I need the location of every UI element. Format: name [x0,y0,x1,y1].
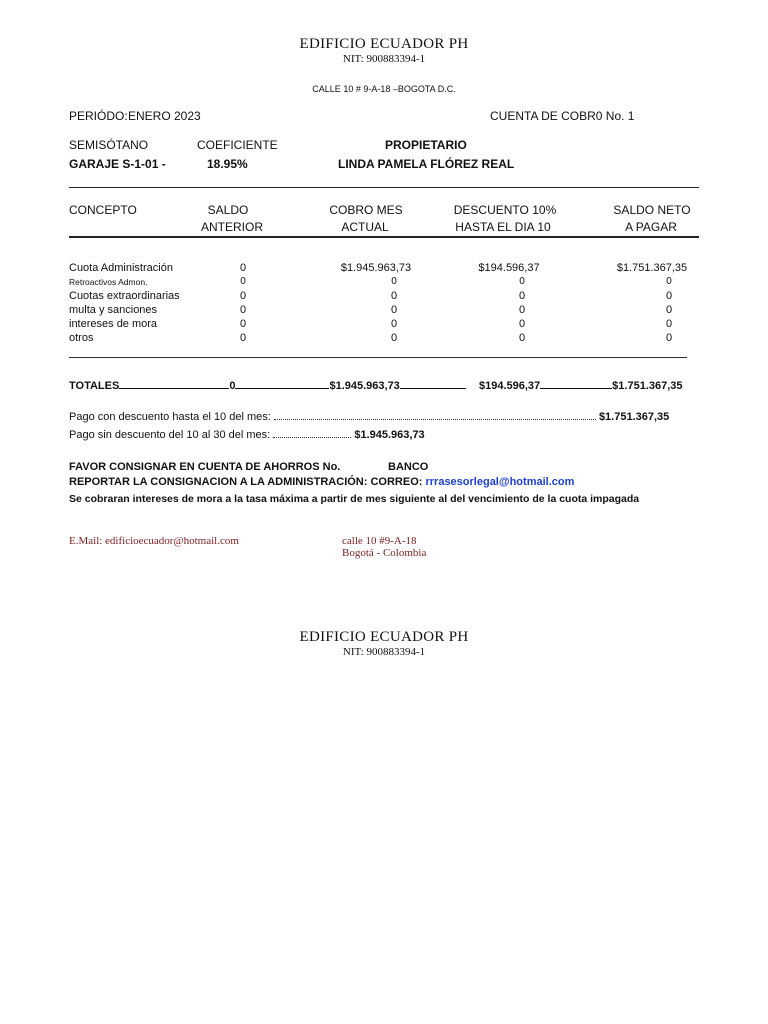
totals-descuento-wrap [479,378,683,392]
row-cobro: 0 [390,318,398,330]
payment-without-discount [69,429,425,441]
building-title-2: EDIFICIO ECUADOR PH [299,629,469,645]
payment-without-discount-value: $1.945.963,73 [354,429,425,441]
totals-cobro: $1.945.963,73 [329,380,400,392]
row-descuento: $194.596,37 [478,262,540,274]
row-saldo: 0 [239,290,247,302]
row-saldo: 0 [240,276,246,287]
row-saldo: 0 [239,304,247,316]
col-header-cobro: COBRO MES [329,203,403,217]
totals-descuento: $194.596,37 [479,380,541,392]
row-descuento: 0 [518,332,526,344]
row-concepto: Cuota Administración [69,262,173,274]
interest-note: Se cobraran intereses de mora a la tasa máxima a partir de mes siguiente al del vencimiento de la cuota impagada [69,493,640,505]
footer-address-2: Bogotá - Colombia [342,547,427,559]
row-concepto: Retroactivos Admon. [69,277,148,287]
payment-with-discount-label: Pago con descuento hasta el 10 del mes: [69,411,271,423]
owner-name: LINDA PAMELA FLÓREZ REAL [338,157,515,171]
building-address: CALLE 10 # 9-A-18 –BOGOTA D.C. [312,84,456,94]
coeficiente-label: COEFICIENTE [197,138,278,152]
garage-value: GARAJE S-1-01 - [69,157,166,171]
building-title: EDIFICIO ECUADOR PH [299,36,469,52]
row-neto: 0 [665,318,673,330]
row-neto: 0 [665,290,673,302]
row-concepto: multa y sanciones [69,304,158,316]
row-neto: $1.751.367,35 [616,262,688,274]
col-header-saldo-2: ANTERIOR [200,220,264,234]
row-descuento: 0 [518,304,526,316]
period-label: PERIÓDO: [69,109,128,123]
col-header-descuento: DESCUENTO 10% [453,203,557,217]
col-header-concepto: CONCEPTO [69,203,137,217]
row-saldo: 0 [239,262,247,274]
coeficiente-value: 18.95% [207,157,248,171]
row-descuento: 0 [519,276,525,287]
row-concepto: Cuotas extraordinarias [69,290,180,302]
row-saldo: 0 [239,318,247,330]
consign-note: FAVOR CONSIGNAR EN CUENTA DE AHORROS No. [69,461,341,473]
building-nit: NIT: 900883394-1 [342,53,426,65]
col-header-cobro-2: ACTUAL [341,220,389,234]
row-neto: 0 [665,304,673,316]
row-cobro: 0 [390,290,398,302]
row-cobro: 0 [390,332,398,344]
semisotano-label: SEMISÓTANO [69,138,149,152]
rows-divider [69,357,687,358]
totals-row [69,378,466,392]
row-concepto: otros [69,332,94,344]
payment-without-discount-label: Pago sin descuento del 10 al 30 del mes: [69,429,271,441]
period-value: ENERO 2023 [128,109,201,123]
row-saldo: 0 [239,332,247,344]
report-note [69,476,574,488]
totals-neto: $1.751.367,35 [612,380,683,392]
header-divider [69,236,699,238]
col-header-neto: SALDO NETO [613,203,691,217]
payment-with-discount-value: $1.751.367,35 [598,411,670,423]
report-email-link[interactable]: rrrasesorlegal@hotmail.com [425,476,575,488]
row-neto: 0 [665,332,673,344]
row-cobro: 0 [390,304,398,316]
col-header-descuento-2: HASTA EL DIA 10 [455,220,551,234]
row-neto: 0 [666,276,672,287]
footer-address-1: calle 10 #9-A-18 [342,535,417,547]
row-descuento: 0 [518,290,526,302]
row-cobro: 0 [391,276,397,287]
row-concepto: intereses de mora [69,318,158,330]
divider [69,187,699,188]
row-cobro: $1.945.963,73 [340,262,412,274]
totals-saldo: 0 [229,380,236,392]
col-header-saldo: SALDO [207,203,249,217]
footer-email: E.Mail: edificioecuador@hotmail.com [69,535,239,547]
totals-label: TOTALES [69,380,120,392]
col-header-neto-2: A PAGAR [625,220,677,234]
report-note-text: REPORTAR LA CONSIGNACION A LA ADMINISTRACIÓN: CORREO: [69,476,423,488]
account-number: CUENTA DE COBR0 No. 1 [490,109,635,123]
propietario-label: PROPIETARIO [385,138,467,152]
payment-with-discount [69,411,669,423]
building-nit-2: NIT: 900883394-1 [342,646,426,658]
row-descuento: 0 [518,318,526,330]
bank-label: BANCO [388,461,429,473]
